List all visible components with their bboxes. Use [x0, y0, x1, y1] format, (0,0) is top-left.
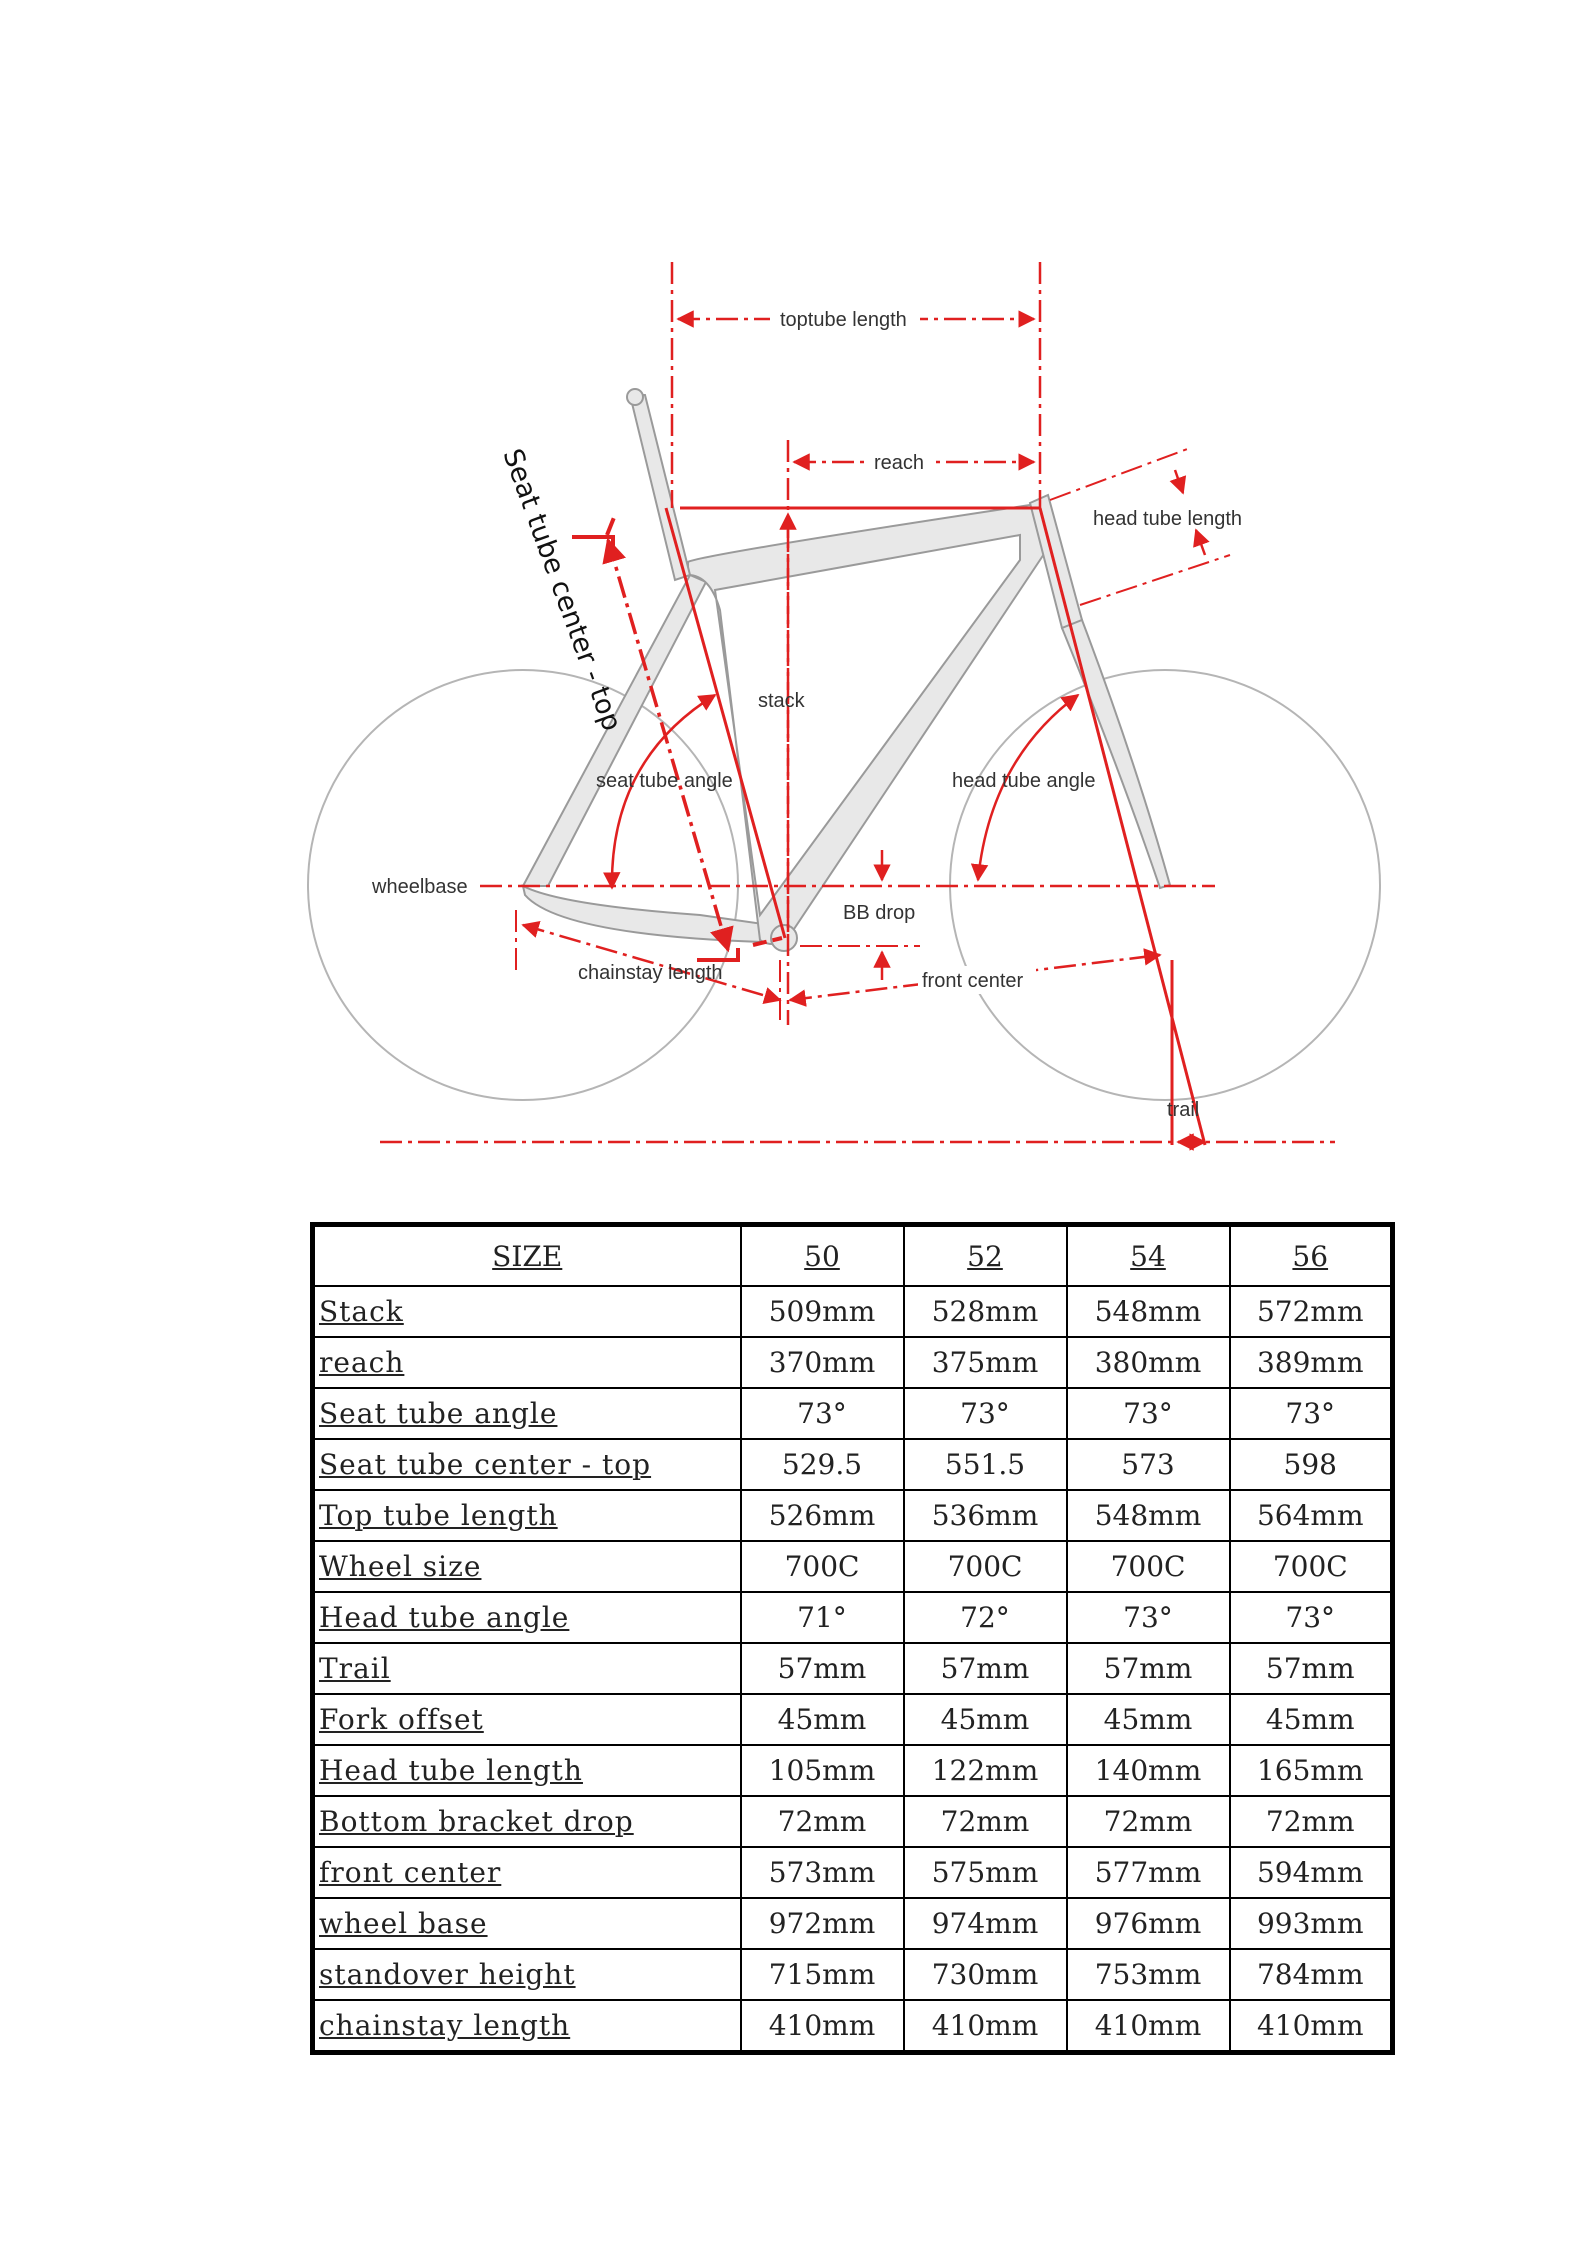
table-row — [313, 1847, 1393, 1898]
row-label: front center — [313, 1847, 741, 1898]
cell-value: 72° — [904, 1592, 1067, 1643]
row-label: Bottom bracket drop — [313, 1796, 741, 1847]
row-label: Head tube length — [313, 1745, 741, 1796]
cell-value: 551.5 — [904, 1439, 1067, 1490]
cell-value: 410mm — [904, 2000, 1067, 2053]
cell-value: 389mm — [1230, 1337, 1393, 1388]
cell-value: 410mm — [741, 2000, 904, 2053]
cell-value: 700C — [1230, 1541, 1393, 1592]
table-row — [313, 1490, 1393, 1541]
row-label: Wheel size — [313, 1541, 741, 1592]
table-row — [313, 1898, 1393, 1949]
label-wheelbase: wheelbase — [372, 876, 468, 898]
table-row — [313, 1541, 1393, 1592]
table-row — [313, 1286, 1393, 1337]
cell-value: 536mm — [904, 1490, 1067, 1541]
cell-value: 529.5 — [741, 1439, 904, 1490]
cell-value: 753mm — [1067, 1949, 1230, 2000]
cell-value: 73° — [1067, 1592, 1230, 1643]
cell-value: 57mm — [741, 1643, 904, 1694]
cell-value: 564mm — [1230, 1490, 1393, 1541]
cell-value: 700C — [741, 1541, 904, 1592]
cell-value: 784mm — [1230, 1949, 1393, 2000]
cell-value: 410mm — [1067, 2000, 1230, 2053]
label-stack: stack — [758, 690, 805, 712]
cell-value: 730mm — [904, 1949, 1067, 2000]
cell-value: 72mm — [1230, 1796, 1393, 1847]
cell-value: 45mm — [904, 1694, 1067, 1745]
table-row — [313, 1337, 1393, 1388]
label-trail: trail — [1167, 1099, 1200, 1121]
cell-value: 715mm — [741, 1949, 904, 2000]
row-label: Seat tube angle — [313, 1388, 741, 1439]
cell-value: 57mm — [904, 1643, 1067, 1694]
cell-value: 72mm — [741, 1796, 904, 1847]
table-row — [313, 1949, 1393, 2000]
row-label: standover height — [313, 1949, 741, 2000]
cell-value: 976mm — [1067, 1898, 1230, 1949]
cell-value: 509mm — [741, 1286, 904, 1337]
bike-frame — [523, 389, 1170, 951]
cell-value: 73° — [741, 1388, 904, 1439]
cell-value: 73° — [1230, 1388, 1393, 1439]
cell-value: 73° — [1230, 1592, 1393, 1643]
cell-value: 57mm — [1230, 1643, 1393, 1694]
label-reach: reach — [874, 452, 925, 474]
cell-value: 700C — [1067, 1541, 1230, 1592]
cell-value: 71° — [741, 1592, 904, 1643]
header-size-56: 56 — [1230, 1225, 1393, 1287]
cell-value: 575mm — [904, 1847, 1067, 1898]
cell-value: 73° — [1067, 1388, 1230, 1439]
cell-value: 598 — [1230, 1439, 1393, 1490]
cell-value: 375mm — [904, 1337, 1067, 1388]
header-size-52: 52 — [904, 1225, 1067, 1287]
cell-value: 72mm — [904, 1796, 1067, 1847]
row-label: wheel base — [313, 1898, 741, 1949]
dimension-lines — [380, 262, 1335, 1142]
cell-value: 572mm — [1230, 1286, 1393, 1337]
row-label: Trail — [313, 1643, 741, 1694]
cell-value: 993mm — [1230, 1898, 1393, 1949]
header-size-54: 54 — [1067, 1225, 1230, 1287]
cell-value: 526mm — [741, 1490, 904, 1541]
header-size: SIZE — [313, 1225, 741, 1287]
cell-value: 45mm — [1067, 1694, 1230, 1745]
cell-value: 45mm — [1230, 1694, 1393, 1745]
table-row — [313, 1694, 1393, 1745]
cell-value: 594mm — [1230, 1847, 1393, 1898]
row-label: reach — [313, 1337, 741, 1388]
row-label: Head tube angle — [313, 1592, 741, 1643]
label-chainstay-length: chainstay length — [578, 962, 723, 984]
label-seat-tube-angle: seat tube angle — [596, 770, 733, 792]
cell-value: 73° — [904, 1388, 1067, 1439]
label-head-tube-angle: head tube angle — [952, 770, 1096, 792]
table-row — [313, 1643, 1393, 1694]
cell-value: 548mm — [1067, 1490, 1230, 1541]
label-seat-tube-center-top: Seat tube center - top — [496, 444, 628, 735]
cell-value: 122mm — [904, 1745, 1067, 1796]
cell-value: 57mm — [1067, 1643, 1230, 1694]
label-head-tube-length: head tube length — [1093, 508, 1243, 530]
cell-value: 573mm — [741, 1847, 904, 1898]
table-row — [313, 1796, 1393, 1847]
label-toptube-length: toptube length — [780, 309, 907, 331]
cell-value: 140mm — [1067, 1745, 1230, 1796]
table-row — [313, 1745, 1393, 1796]
row-label: Top tube length — [313, 1490, 741, 1541]
cell-value: 548mm — [1067, 1286, 1230, 1337]
cell-value: 72mm — [1067, 1796, 1230, 1847]
row-label: Seat tube center - top — [313, 1439, 741, 1490]
cell-value: 410mm — [1230, 2000, 1393, 2053]
cell-value: 573 — [1067, 1439, 1230, 1490]
cell-value: 974mm — [904, 1898, 1067, 1949]
table-row — [313, 2000, 1393, 2053]
table-row — [313, 1388, 1393, 1439]
label-bb-drop: BB drop — [843, 902, 916, 924]
row-label: chainstay length — [313, 2000, 741, 2053]
geometry-table — [310, 1222, 1395, 2055]
cell-value: 105mm — [741, 1745, 904, 1796]
row-label: Stack — [313, 1286, 741, 1337]
header-size-50: 50 — [741, 1225, 904, 1287]
cell-value: 45mm — [741, 1694, 904, 1745]
table-row — [313, 1592, 1393, 1643]
cell-value: 370mm — [741, 1337, 904, 1388]
cell-value: 528mm — [904, 1286, 1067, 1337]
table-header-row — [313, 1225, 1393, 1287]
cell-value: 972mm — [741, 1898, 904, 1949]
row-label: Fork offset — [313, 1694, 741, 1745]
table-row — [313, 1439, 1393, 1490]
cell-value: 380mm — [1067, 1337, 1230, 1388]
label-front-center: front center — [922, 970, 1024, 992]
cell-value: 700C — [904, 1541, 1067, 1592]
cell-value: 165mm — [1230, 1745, 1393, 1796]
cell-value: 577mm — [1067, 1847, 1230, 1898]
